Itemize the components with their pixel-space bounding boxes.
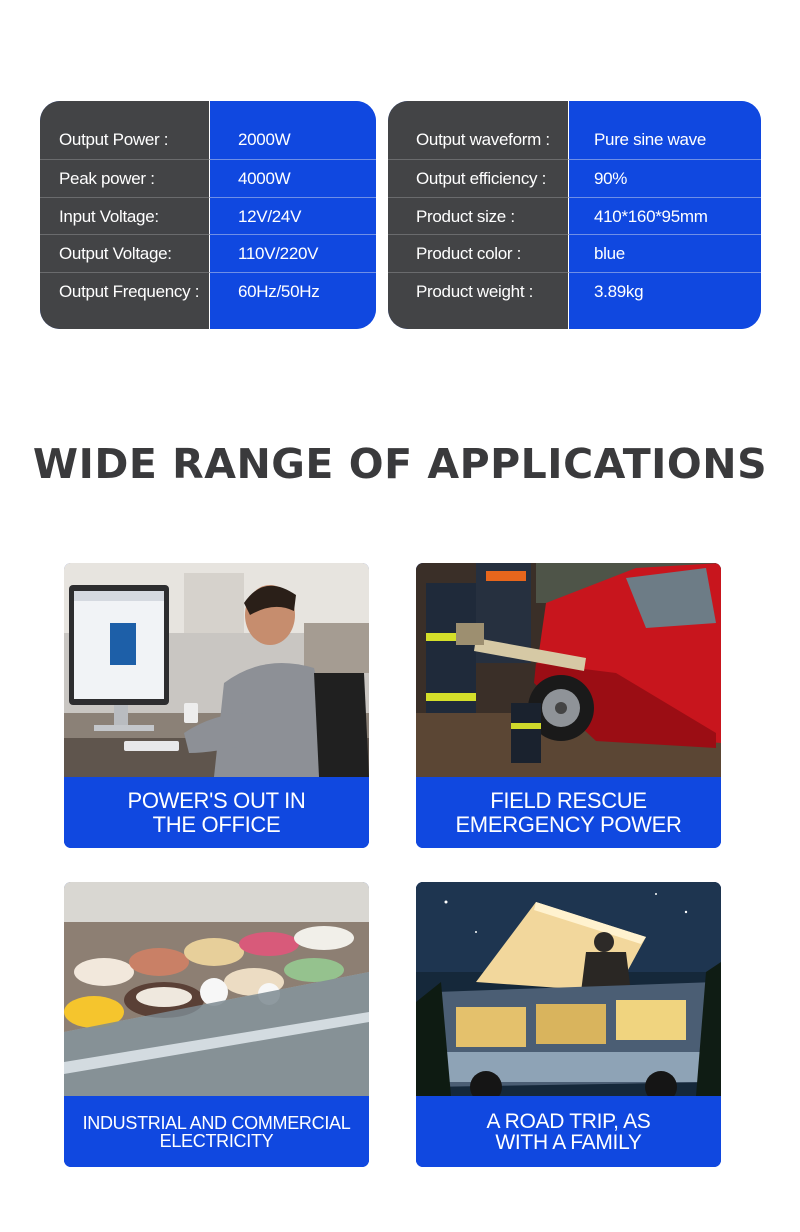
application-card-rescue bbox=[416, 563, 721, 848]
spec-table-left bbox=[40, 101, 376, 329]
spec-value: 12V/24V bbox=[210, 198, 376, 234]
spec-row bbox=[388, 160, 761, 197]
caption-line: POWER'S OUT IN bbox=[127, 787, 306, 813]
freezer-photo bbox=[64, 882, 369, 1096]
spec-row bbox=[40, 160, 376, 197]
caption-line: EMERGENCY POWER bbox=[455, 811, 682, 837]
spec-label: Product size : bbox=[388, 198, 569, 235]
spec-label: Peak power : bbox=[40, 160, 210, 197]
spec-table-right bbox=[388, 101, 761, 329]
spec-row bbox=[388, 101, 761, 160]
spec-label: Output Frequency : bbox=[40, 273, 210, 329]
card-caption bbox=[416, 777, 721, 848]
spec-value: 4000W bbox=[210, 160, 376, 196]
spec-value: 60Hz/50Hz bbox=[210, 273, 376, 329]
spec-label: Output efficiency : bbox=[388, 160, 569, 197]
camper-van-photo bbox=[416, 882, 721, 1096]
spec-value: 410*160*95mm bbox=[569, 198, 761, 234]
spec-value: 2000W bbox=[210, 101, 376, 159]
spec-label: Output Voltage: bbox=[40, 235, 210, 272]
spec-row bbox=[388, 198, 761, 235]
spec-row bbox=[40, 273, 376, 329]
spec-value: 110V/220V bbox=[210, 235, 376, 271]
spec-label: Output Power : bbox=[40, 101, 210, 160]
spec-value: blue bbox=[569, 235, 761, 271]
card-caption bbox=[64, 1096, 369, 1167]
caption-line: A ROAD TRIP, AS bbox=[486, 1109, 651, 1133]
spec-label: Product weight : bbox=[388, 273, 569, 329]
application-card-road-trip bbox=[416, 882, 721, 1167]
spec-label: Output waveform : bbox=[388, 101, 569, 160]
spec-value: 90% bbox=[569, 160, 761, 196]
caption-line: ELECTRICITY bbox=[159, 1130, 274, 1151]
spec-value: Pure sine wave bbox=[569, 101, 761, 159]
card-caption bbox=[416, 1096, 721, 1167]
office-photo bbox=[64, 563, 369, 777]
spec-row bbox=[40, 235, 376, 272]
spec-label: Input Voltage: bbox=[40, 198, 210, 235]
spec-value: 3.89kg bbox=[569, 273, 761, 329]
caption-line: WITH A FAMILY bbox=[495, 1130, 642, 1154]
application-card-office bbox=[64, 563, 369, 848]
spec-row bbox=[40, 101, 376, 160]
caption-line: THE OFFICE bbox=[152, 811, 281, 837]
spec-label: Product color : bbox=[388, 235, 569, 272]
application-card-freezer bbox=[64, 882, 369, 1167]
caption-line: INDUSTRIAL AND COMMERCIAL bbox=[82, 1112, 351, 1133]
spec-row bbox=[388, 273, 761, 329]
caption-line: FIELD RESCUE bbox=[490, 787, 647, 813]
section-title: WIDE RANGE OF APPLICATIONS bbox=[32, 440, 768, 488]
card-caption bbox=[64, 777, 369, 848]
spec-row bbox=[40, 198, 376, 235]
spec-row bbox=[388, 235, 761, 272]
rescue-photo bbox=[416, 563, 721, 777]
